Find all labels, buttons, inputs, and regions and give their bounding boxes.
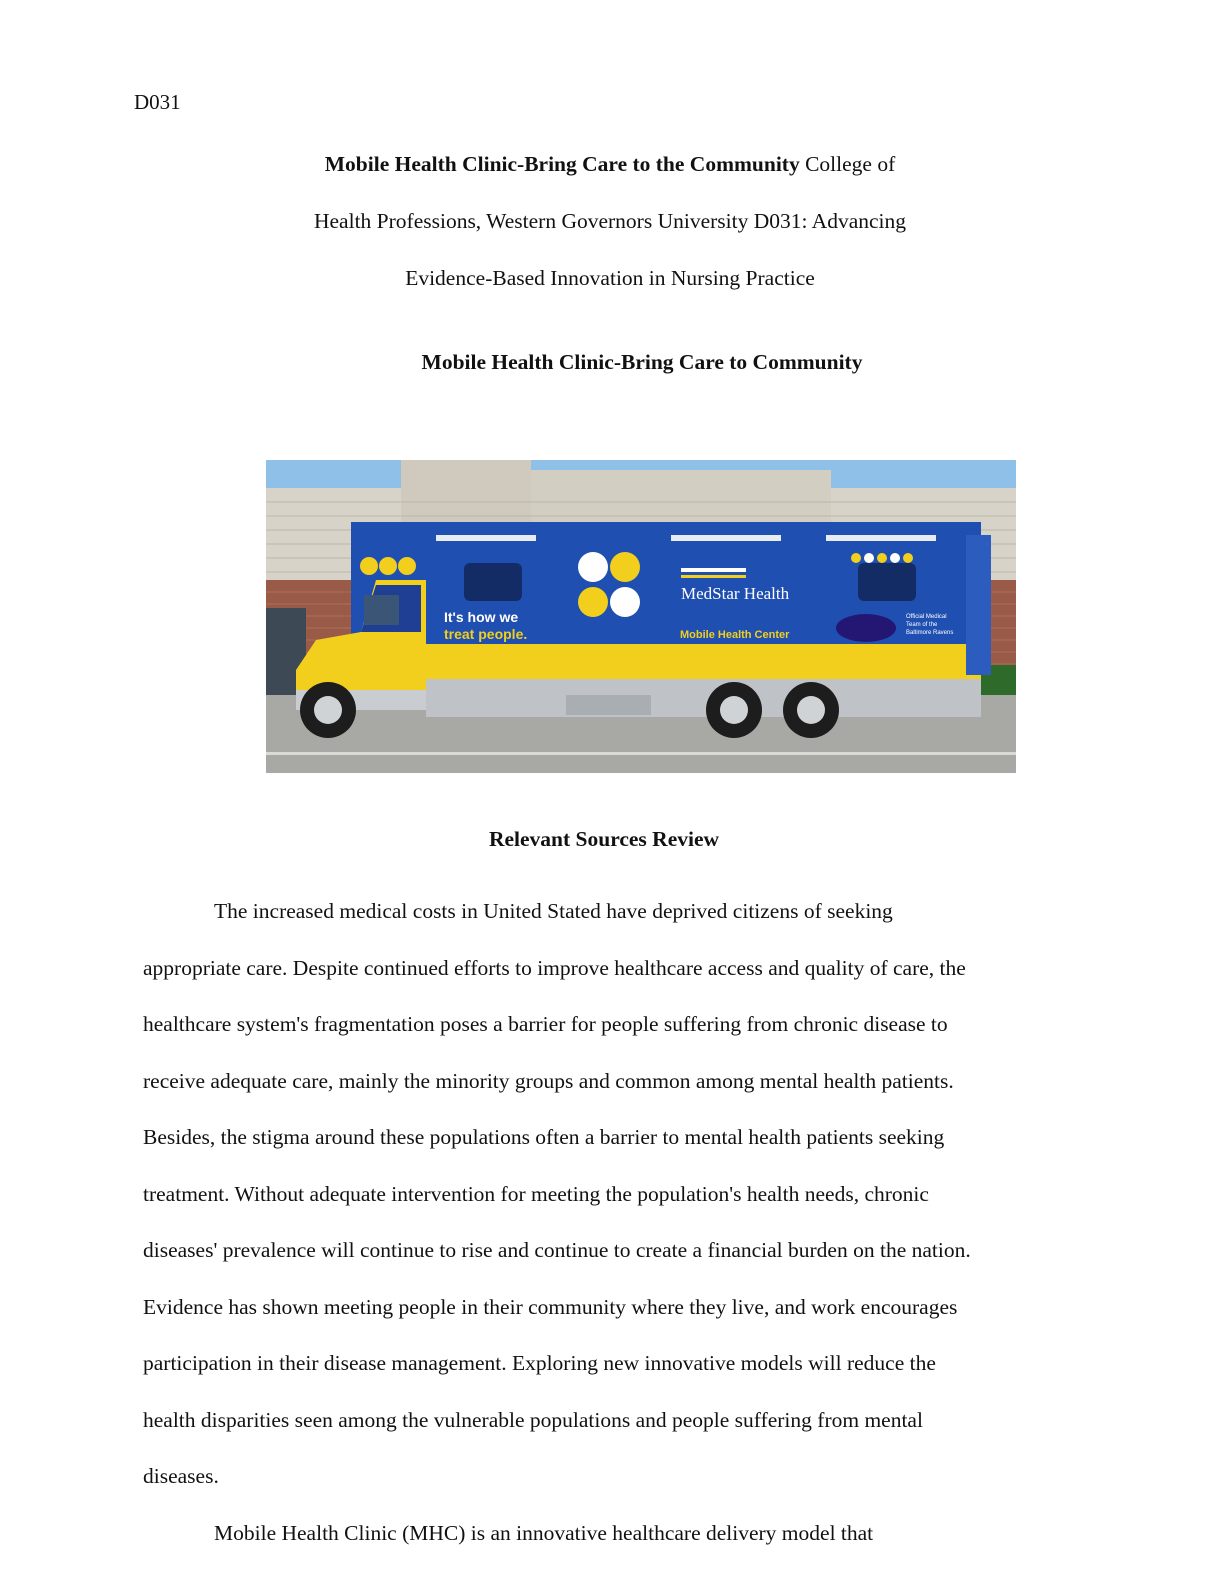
text-line: healthcare system's fragmentation poses a barrier for people suffering from chronic disease to xyxy=(143,1012,948,1036)
text-line: Evidence has shown meeting people in their community where they live, and work encourages xyxy=(143,1294,958,1319)
truck-slogan-1: It's how we xyxy=(444,609,519,625)
text-line: receive adequate care, mainly the minority groups and common among mental health patients. xyxy=(143,1068,954,1093)
paragraph-2 xyxy=(143,1505,1073,1562)
text-line: Besides, the stigma around these populations often a barrier to mental health patients seeking xyxy=(143,1125,945,1149)
text-line: health disparities seen among the vulnerable populations and people suffering from mental xyxy=(143,1407,923,1432)
paragraph-1 xyxy=(143,883,1073,1505)
title-line-3: Evidence-Based Innovation in Nursing Practice xyxy=(405,266,815,290)
body-text xyxy=(143,883,1073,1561)
title-line-2: Health Professions, Western Governors University D031: Advancing xyxy=(313,209,907,233)
truck-slogan-2: treat people. xyxy=(444,626,528,642)
affiliation-start: College of xyxy=(799,152,896,176)
mobile-clinic-photo xyxy=(266,460,1016,773)
truck-banner: Mobile Health Center xyxy=(680,629,790,641)
truck-team-1: Official Medical xyxy=(906,614,947,620)
title-block xyxy=(150,136,1070,307)
section-title: Mobile Health Clinic-Bring Care to Community xyxy=(421,350,863,374)
text-line: diseases. xyxy=(143,1464,219,1488)
text-line: treatment. Without adequate intervention for meeting the population's health needs, chronic xyxy=(143,1181,929,1206)
truck-brand: MedStar Health xyxy=(681,584,790,603)
running-head: D031 xyxy=(134,90,181,114)
paper-title: Mobile Health Clinic-Bring Care to the Community xyxy=(324,152,800,176)
text-line: The increased medical costs in United Stated have deprived citizens of seeking xyxy=(214,899,893,923)
text-line: participation in their disease management. Exploring new innovative models will reduce the xyxy=(143,1351,936,1375)
title-line-1 xyxy=(150,136,1070,193)
truck-team-3: Baltimore Ravens xyxy=(906,630,954,636)
text-line: diseases' prevalence will continue to rise and continue to create a financial burden on the nation. xyxy=(143,1238,971,1262)
text-line: appropriate care. Despite continued efforts to improve healthcare access and quality of care, the xyxy=(143,955,966,980)
review-heading: Relevant Sources Review xyxy=(488,827,720,851)
truck-team-2: Team of the xyxy=(906,622,938,628)
text-line: Mobile Health Clinic (MHC) is an innovative healthcare delivery model that xyxy=(214,1520,874,1545)
